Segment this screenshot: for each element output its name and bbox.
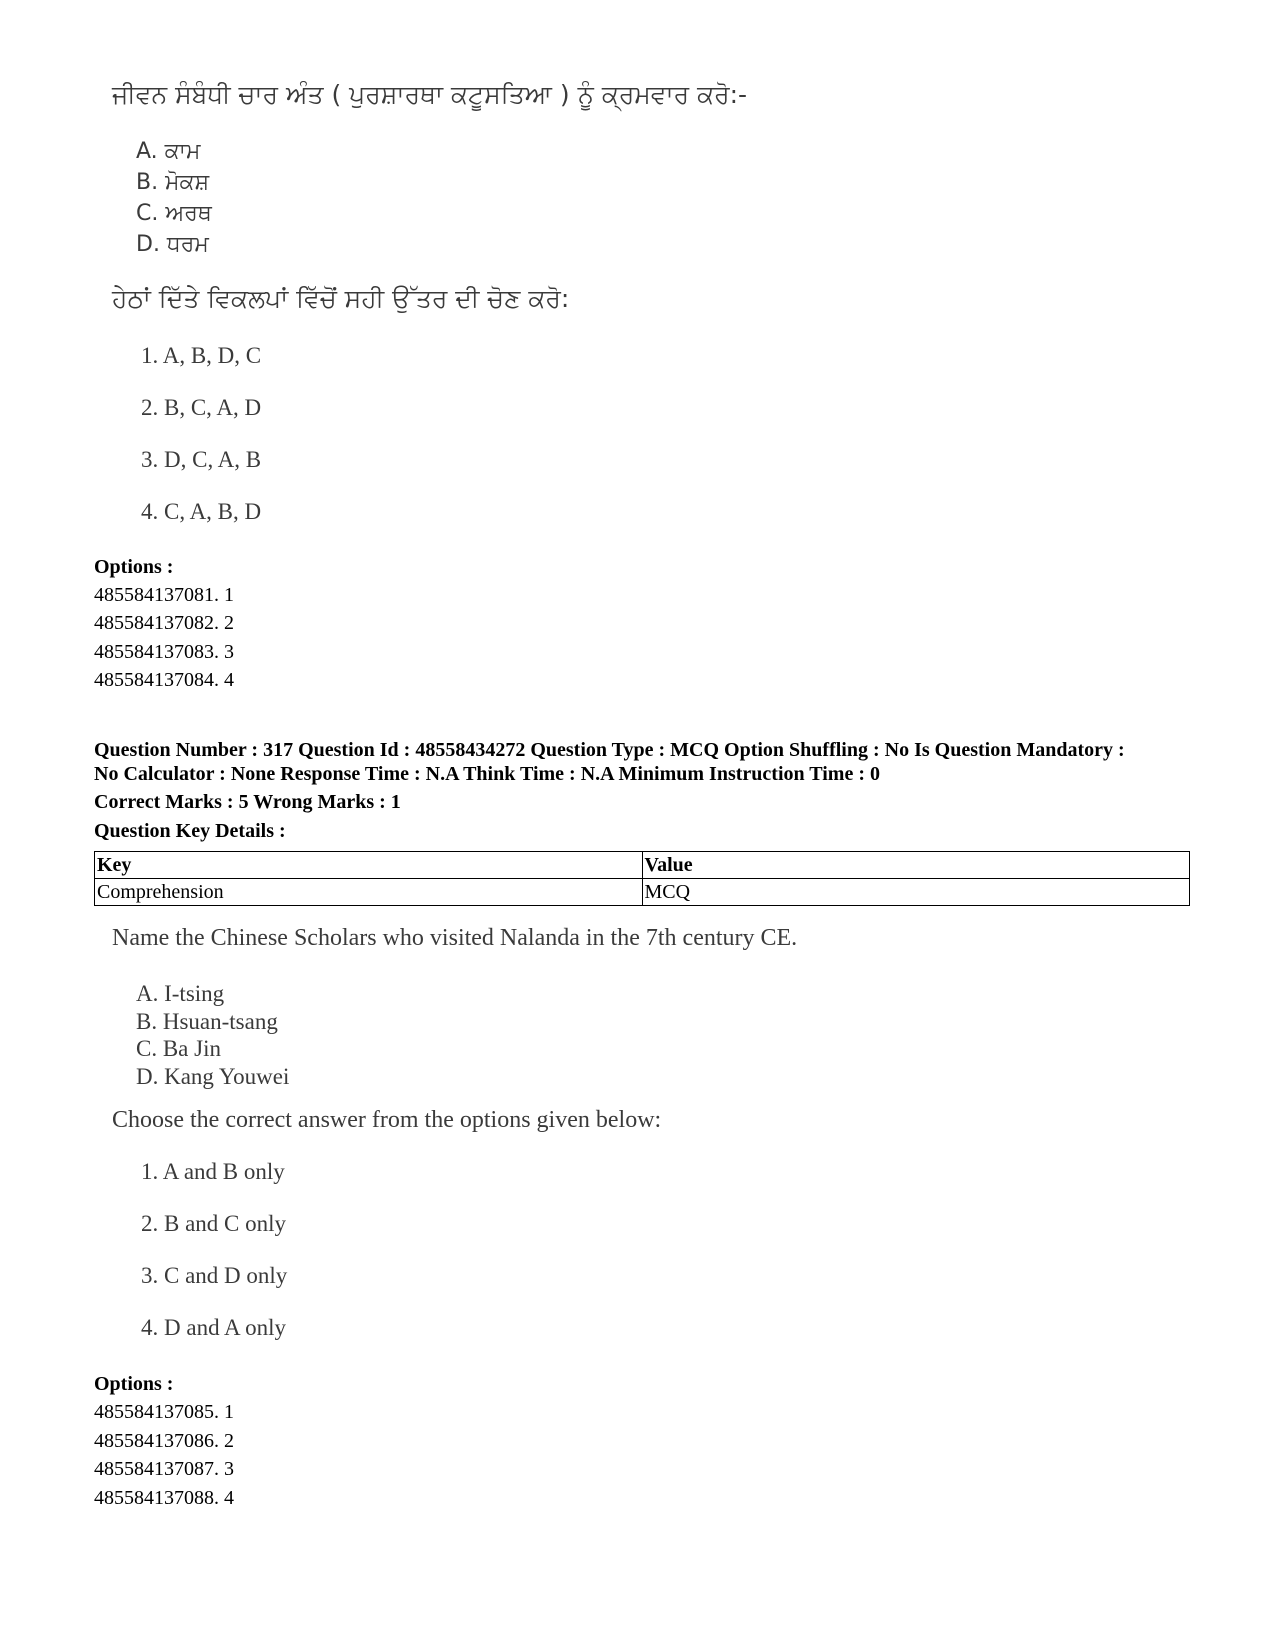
answer-choice: 4. D and A only (141, 1315, 287, 1340)
statement-item: D. Kang Youwei (136, 1063, 290, 1089)
question-meta-line: No Calculator : None Response Time : N.A Think Time : N.A Minimum Instruction Time : 0 (94, 763, 880, 785)
table-cell: Comprehension (95, 879, 643, 906)
statement-item: A. I-tsing (136, 981, 225, 1006)
option-line: 485584137082. 2 (94, 612, 234, 634)
option-line: 485584137084. 4 (94, 669, 234, 691)
options-label: Options : (94, 1373, 174, 1395)
statement-item: A. ਕਾਮ (136, 139, 201, 164)
answer-choice: 1. A and B only (141, 1159, 285, 1184)
answer-choice: 2. B and C only (141, 1211, 287, 1236)
table-cell: MCQ (642, 879, 1190, 906)
option-line: 485584137083. 3 (94, 641, 234, 663)
option-line: 485584137081. 1 (94, 584, 234, 606)
answer-choice: 2. B, C, A, D (141, 395, 262, 420)
question-prompt: Name the Chinese Scholars who visited Nalanda in the 7th century CE. (112, 925, 798, 951)
key-details-label: Question Key Details : (94, 820, 286, 842)
statement-item: C. ਅਰਥ (136, 201, 212, 226)
table-header-cell: Key (95, 852, 643, 879)
answer-choice: 3. C and D only (141, 1263, 288, 1288)
marks-line: Correct Marks : 5 Wrong Marks : 1 (94, 791, 401, 813)
statement-item: B. Hsuan-tsang (136, 1008, 278, 1034)
table-header-row (95, 852, 1190, 879)
question-meta-line: Question Number : 317 Question Id : 48558434272 Question Type : MCQ Option Shuffling : No Is Question Mandatory : (94, 739, 1125, 761)
question-prompt: ਜੀਵਨ ਸੰਬੰਧੀ ਚਾਰ ਅੰਤ ( ਪੁਰਸ਼ਾਰਥਾ ਕਟੂਸਤਿਆ ) ਨੂੰ ਕ੍ਰਮਵਾਰ ਕਰੋ:- (112, 80, 748, 109)
key-details-table (94, 851, 1190, 906)
answer-instruction: Choose the correct answer from the options given below: (112, 1107, 662, 1133)
table-row (95, 879, 1190, 906)
statement-item: D. ਧਰਮ (136, 232, 209, 257)
statement-list (136, 980, 289, 1090)
option-line: 485584137087. 3 (94, 1458, 234, 1480)
option-line: 485584137088. 4 (94, 1487, 234, 1509)
statement-list (136, 136, 212, 260)
statement-item: B. ਮੋਕਸ਼ (136, 170, 210, 195)
options-label: Options : (94, 556, 174, 578)
option-line: 485584137086. 2 (94, 1430, 234, 1452)
answer-choice: 1. A, B, D, C (141, 343, 262, 368)
table-header-cell: Value (642, 852, 1190, 879)
answer-choice: 3. D, C, A, B (141, 447, 262, 472)
option-line: 485584137085. 1 (94, 1401, 234, 1423)
statement-item: C. Ba Jin (136, 1036, 221, 1061)
answer-choice: 4. C, A, B, D (141, 499, 262, 524)
answer-instruction: ਹੇਠਾਂ ਦਿੱਤੇ ਵਿਕਲਪਾਂ ਵਿੱਚੋਂ ਸਹੀ ਉੱਤਰ ਦੀ ਚੋਣ ਕਰੋ: (112, 284, 570, 313)
